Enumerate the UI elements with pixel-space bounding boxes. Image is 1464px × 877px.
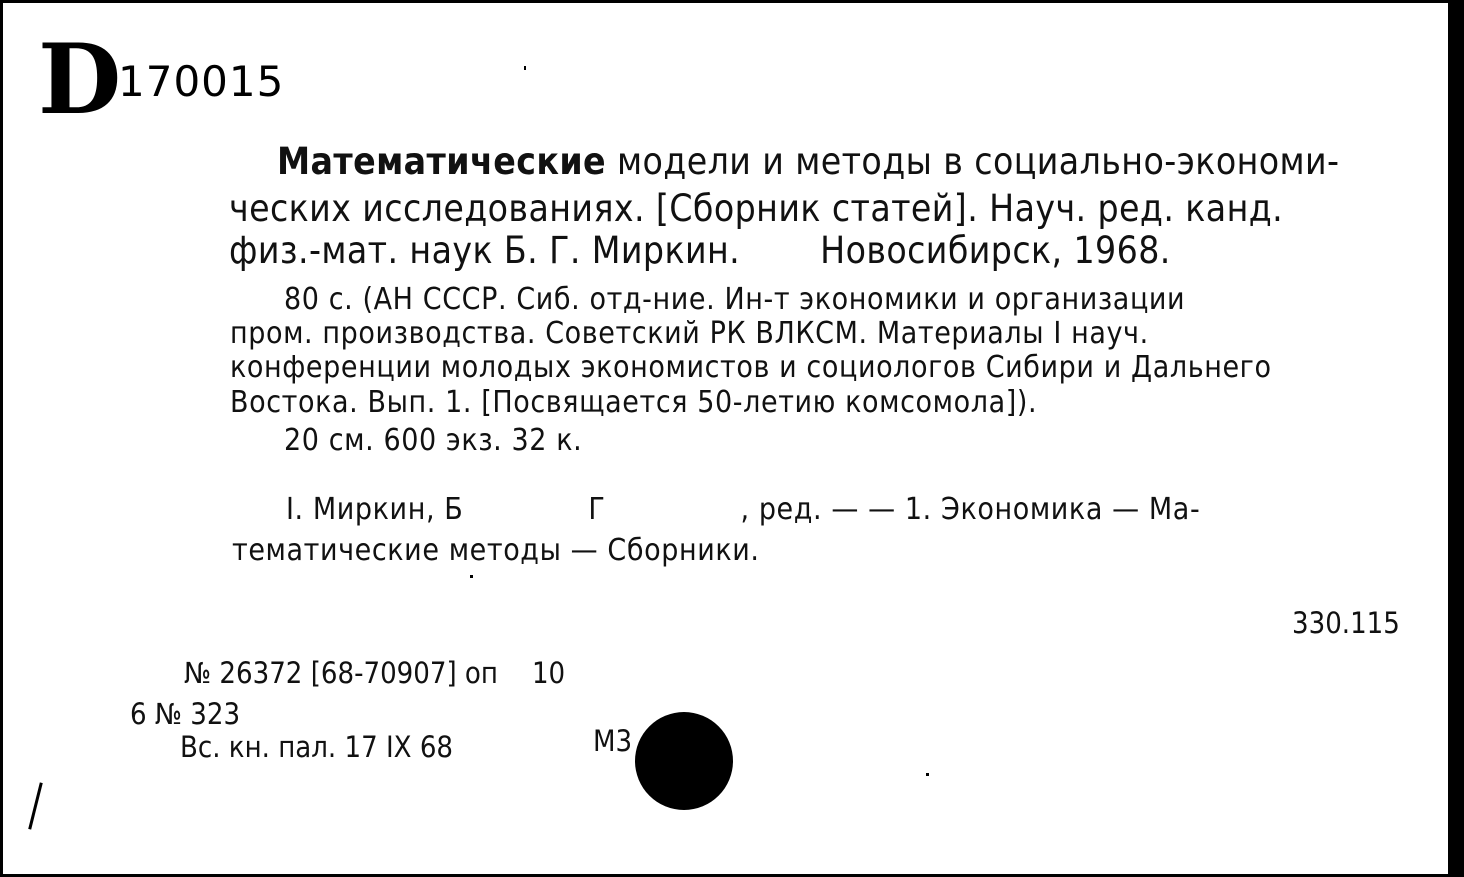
speck-icon (926, 773, 929, 776)
chamber-line: Вс. кн. пал. 17 IX 68 (180, 730, 454, 764)
order-line (184, 656, 565, 690)
title-line-1-rest: модели и методы в социально-экономи- (606, 140, 1340, 183)
editor-text: физ.-мат. наук Б. Г. Миркин. (229, 229, 741, 272)
title-line-2: ческих исследованиях. [Сборник статей]. Науч. ред. канд. (229, 187, 1284, 230)
title-line-1 (277, 140, 1339, 184)
title-line-3 (229, 229, 1171, 273)
collation-line-3: конференции молодых экономистов и социологов Сибири и Дальнего (230, 350, 1272, 385)
speck-icon (470, 575, 473, 578)
order-text: № 26372 [68-70907] оп (184, 656, 498, 690)
tracing-subjects: , ред. — — 1. Экономика — Ма- (740, 492, 1201, 527)
collation-line-5: 20 см. 600 экз. 32 к. (284, 423, 583, 458)
speck-icon (524, 66, 526, 70)
order-count: 10 (531, 656, 566, 690)
slash-mark-icon (28, 782, 43, 829)
stamp-number: 170015 (118, 57, 285, 106)
classification-number: 330.115 (1292, 606, 1400, 640)
card-edge-top (0, 0, 1464, 3)
title-bold: Математические (277, 140, 607, 183)
stamp-letter: D (38, 23, 122, 136)
tracing-initial: Г (588, 492, 606, 527)
collation-line-1: 80 с. (АН СССР. Сиб. отд-ние. Ин-т экономики и организации (284, 282, 1186, 317)
tracing-line-1 (286, 492, 1200, 528)
collation-line-2: пром. производства. Советский РК ВЛКСМ. Материалы I науч. (230, 316, 1149, 351)
stamp-m: М3 (593, 724, 633, 758)
issue-line: 6 № 323 (130, 697, 241, 731)
collation-line-4: Востока. Вып. 1. [Посвящается 50-летию комсомола]). (230, 385, 1038, 420)
imprint-text: Новосибирск, 1968. (820, 229, 1171, 272)
punch-hole-icon (635, 712, 733, 810)
card-edge-left (0, 0, 3, 877)
tracing-line-2: тематические методы — Сборники. (232, 533, 760, 568)
card-edge-right (1448, 0, 1464, 877)
tracing-name: I. Миркин, Б (286, 492, 464, 527)
